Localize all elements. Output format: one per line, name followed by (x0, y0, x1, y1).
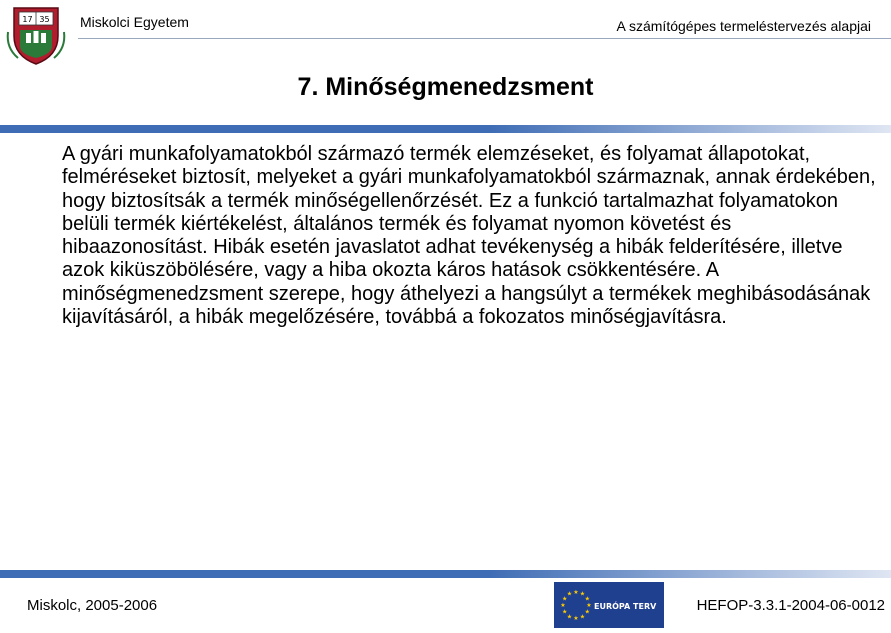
header-course-title: A számítógépes termeléstervezés alapjai (616, 18, 871, 34)
title-underline-band (0, 125, 891, 133)
svg-text:35: 35 (39, 15, 50, 24)
eu-star-icon: ★ (586, 603, 592, 609)
eu-star-icon: ★ (560, 603, 566, 609)
eu-star-icon: ★ (579, 591, 586, 598)
slide-title: 7. Minőségmenedzsment (297, 73, 594, 101)
eu-star-icon: ★ (573, 590, 579, 596)
footer-place-date: Miskolc, 2005-2006 (27, 597, 158, 614)
eu-star-icon: ★ (566, 591, 573, 598)
university-crest-logo (4, 2, 68, 66)
slide-body-text: A gyári munkafolyamatokból származó termék elemzéseket, és folyamat állapotokat, felméréseket biztosít, melyeket a gyári munkafolyamatokból származnak, annak érdekében, hogy biztosítsák a termék minőségellenőrzését. Ez a funkció tartalmazhat folyamatokon belüli termék kiértékelést, általános termék és folyamat nyomon követést és hibaazonosítást. Hibák esetén javaslatot adhat tevékenység a hibák felderítésére, illetve azok kiküszöbölésére, vagy a hiba okozta káros hatások csökkentésére. A minőségmenedzsment szerepe, hogy áthelyezi a hangsúlyt a termékek meghibásodásának kijavításáról, a hibák megelőzésére, továbbá a fokozatos minőségjavításra. (62, 143, 876, 329)
eu-star-icon: ★ (584, 609, 590, 616)
svg-text:17: 17 (22, 15, 33, 24)
eu-star-icon: ★ (566, 614, 573, 621)
header-institution: Miskolci Egyetem (80, 14, 189, 30)
europa-terv-logo (554, 582, 664, 628)
footer-project-code: HEFOP-3.3.1-2004-06-0012 (696, 597, 885, 614)
eu-logo-text: EURÓPA TERV (594, 602, 657, 611)
eu-star-icon: ★ (579, 614, 586, 621)
footer-band (0, 570, 891, 578)
eu-star-icon: ★ (584, 596, 590, 603)
header-divider (78, 38, 891, 39)
eu-star-icon: ★ (562, 596, 568, 603)
eu-star-icon: ★ (573, 616, 579, 622)
eu-star-icon: ★ (562, 609, 568, 616)
